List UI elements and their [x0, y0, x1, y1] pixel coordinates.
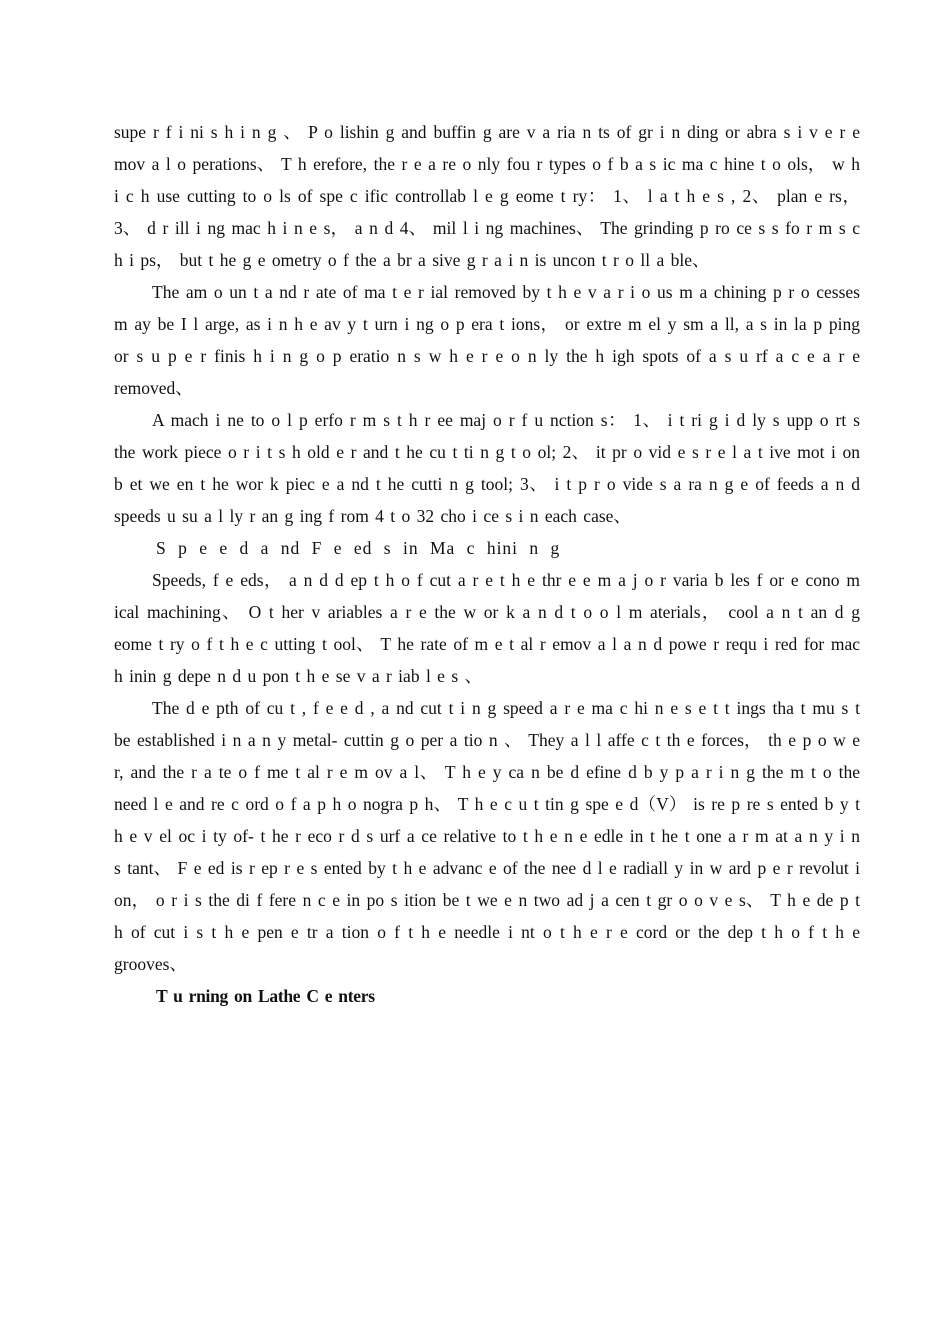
paragraph-phonograph-analogy: The d e pth of cu t , f e e d , a nd cut t i n g speed a r e ma c hi n e s e t t ings tha t mu s t be established i n a n y metal- cuttin g o per a tio n 、 They a l l affe c t th e forces， th e p o w e r, and the r a te o f me t al r e m ov a l、 T h e y ca n be d efine d b y p a r i n g the m t o the need l e and re c ord o f a p h o nogra p h、 T h e c u t tin g spe e d（V） is re p re s ented b y t h e v el oc i ty of- t he r eco r d s urf a ce relative to t h e n e edle in t he t one a r m at a n y i n s tant、 F e ed is r ep r e s ented by t h e advanc e of the nee d l e radiall y in w ard p e r revolut i on， o r i s the di f fere n c e in po s ition be t we e n two ad j a cen t gr o o v e s、 T h e de p t h of cut i s t h e pen e tr a tion o f t h e needle i nt o t h e r e cord or the dep t h o f t h e grooves、	[114, 698, 860, 974]
section-heading: T u rning on Lathe C e nters	[156, 986, 375, 1006]
paragraph-speeds-feeds: Speeds, f e eds， a n d d ep t h o f cut a r e t h e thr e e m a j o r varia b les f or e cono m ical machining、 O t her v ariables a r e the w or k a n d t o o l m aterials， cool a n t an d g eome t ry o f t h e c utting t ool、 T he rate of m e t al r emov a l a n d powe r requ i red for mac h inin g depe n d u pon t h e se v a r iab l e s 、	[114, 570, 860, 686]
document-body	[114, 116, 860, 1012]
paragraph-machine-tool-functions: A mach i ne to o l p erfo r m s t h r ee maj o r f u nction s： 1、 i t ri g i d ly s upp o rt s the work piece o r i t s h old e r and t he cu t ti n g t o ol; 2、 it pr o vid e s r e l a t ive mot i on b et we en t he wor k piec e a nd t he cutti n g tool; 3、 i t p r o vide s a ra n g e of feeds a n d speeds u su a l ly r an g ing f rom 4 t o 32 cho i ce s i n each case、	[114, 410, 860, 526]
section-subheading: S p e e d a nd F e ed s in Ma c hini n g	[156, 538, 561, 558]
paragraph-grinding-operations: supe r f i ni s h i n g 、 P o lishin g and buffin g are v a ria n ts of gr i n ding or abra s i v e r e mov a l o perations、 T h erefore, the r e a re o nly fou r types o f b a s ic ma c hine t o ols， w h i c h use cutting to o ls of spe c ific controllab l e g eome t ry： 1、 l a t h e s , 2、 plan e rs， 3、 d r ill i ng mac h i n e s， a n d 4、 mil l i ng machines、 The grinding p ro ce s s fo r m s c h i ps， but t he g e ometry o f the a br a sive g r a i n is uncon t r o ll a ble、	[114, 122, 860, 270]
paragraph-material-removal: The am o un t a nd r ate of ma t e r ial removed by t h e v a r i o us m a chining p r o cesses m ay be I l arge, as i n h e av y t urn i ng o p era t ions， or extre m el y sm a ll, a s in la p ping or s u p e r finis h i n g o p eratio n s w h e r e o n ly the h igh spots of a s u rf a c e a r e removed、	[114, 282, 860, 398]
